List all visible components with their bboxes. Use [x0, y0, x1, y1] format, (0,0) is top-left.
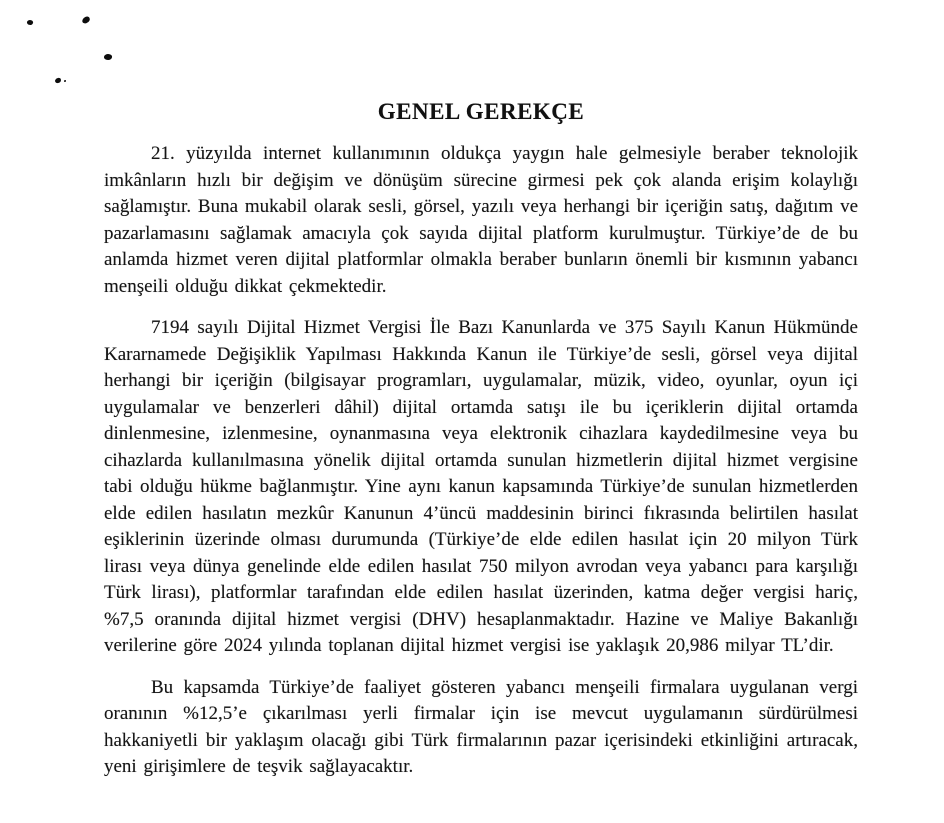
ink-speck-icon — [104, 53, 113, 60]
paragraph-3: Bu kapsamda Türkiye’de faaliyet gösteren yabancı menşeili firmalara uygulanan vergi oranının %12,5’e çıkarılması yerli firmalar için ise mevcut uygulamanın sürdürülmesi hakkaniyetli bir yaklaşım olacağı gibi Türk firmalarının pazar içerisindeki etkinliğini artıracak, yeni girişimlere de teşvik sağlayacaktır. — [104, 676, 858, 777]
document-body — [104, 141, 858, 781]
ink-speck-icon — [81, 16, 91, 25]
ink-speck-icon — [55, 78, 62, 84]
document-title: GENEL GEREKÇE — [377, 99, 585, 124]
paragraph-2: 7194 sayılı Dijital Hizmet Vergisi İle Bazı Kanunlarda ve 375 Sayılı Kanun Hükmünde Kararnamede Değişiklik Yapılması Hakkında Kanun ile Türkiye’de sesli, görsel veya dijital herhangi bir içeriğin (bilgisayar programları, uygulamalar, müzik, video, oyunlar, oyun içi uygulamalar ve benzerleri dâhil) dijital ortamda satışı ile bu içeriklerin dijital ortamda dinlenmesine, izlenmesine, oynanmasına veya elektronik cihazlara kaydedilmesine veya bu cihazlarda kullanılmasına yönelik dijital ortamda sunulan hizmetlerin dijital hizmet vergisine tabi olduğu hükme bağlanmıştır. Yine aynı kanun kapsamında Türkiye’de sunulan hizmetlerden elde edilen hasılatın mezkûr Kanunun 4’üncü maddesinin birinci fıkrasında belirtilen hasılat eşiklerinin üzerinde olması durumunda (Türkiye’de elde edilen hasılat için 20 milyon Türk lirası veya dünya genelinde elde edilen hasılat 750 milyon avrodan veya yabancı para karşılığı Türk lirası), platformlar tarafından elde edilen hasılat üzerinden, katma değer vergisi hariç, %7,5 oranında dijital hizmet vergisi (DHV) hesaplanmaktadır. Hazine ve Maliye Bakanlığı verilerine göre 2024 yılında toplanan dijital hizmet vergisi ise yaklaşık 20,986 milyar TL’dir. — [104, 317, 858, 656]
ink-speck-icon — [64, 80, 66, 82]
ink-speck-icon — [26, 19, 33, 26]
paragraph-1: 21. yüzyılda internet kullanımının oldukça yaygın hale gelmesiyle beraber teknolojik imkânların hızlı bir değişim ve dönüşüm sürecine girmesi pek çok alanda erişim kolaylığı sağlamıştır. Buna mukabil olarak sesli, görsel, yazılı veya herhangi bir içeriğin satış, dağıtım ve pazarlamasını sağlamak amacıyla çok sayıda dijital platform kurulmuştur. Türkiye’de de bu anlamda hizmet veren dijital platformlar olmakla beraber bunların önemli bir kısmının yabancı menşeili olduğu dikkat çekmektedir. — [104, 143, 858, 297]
